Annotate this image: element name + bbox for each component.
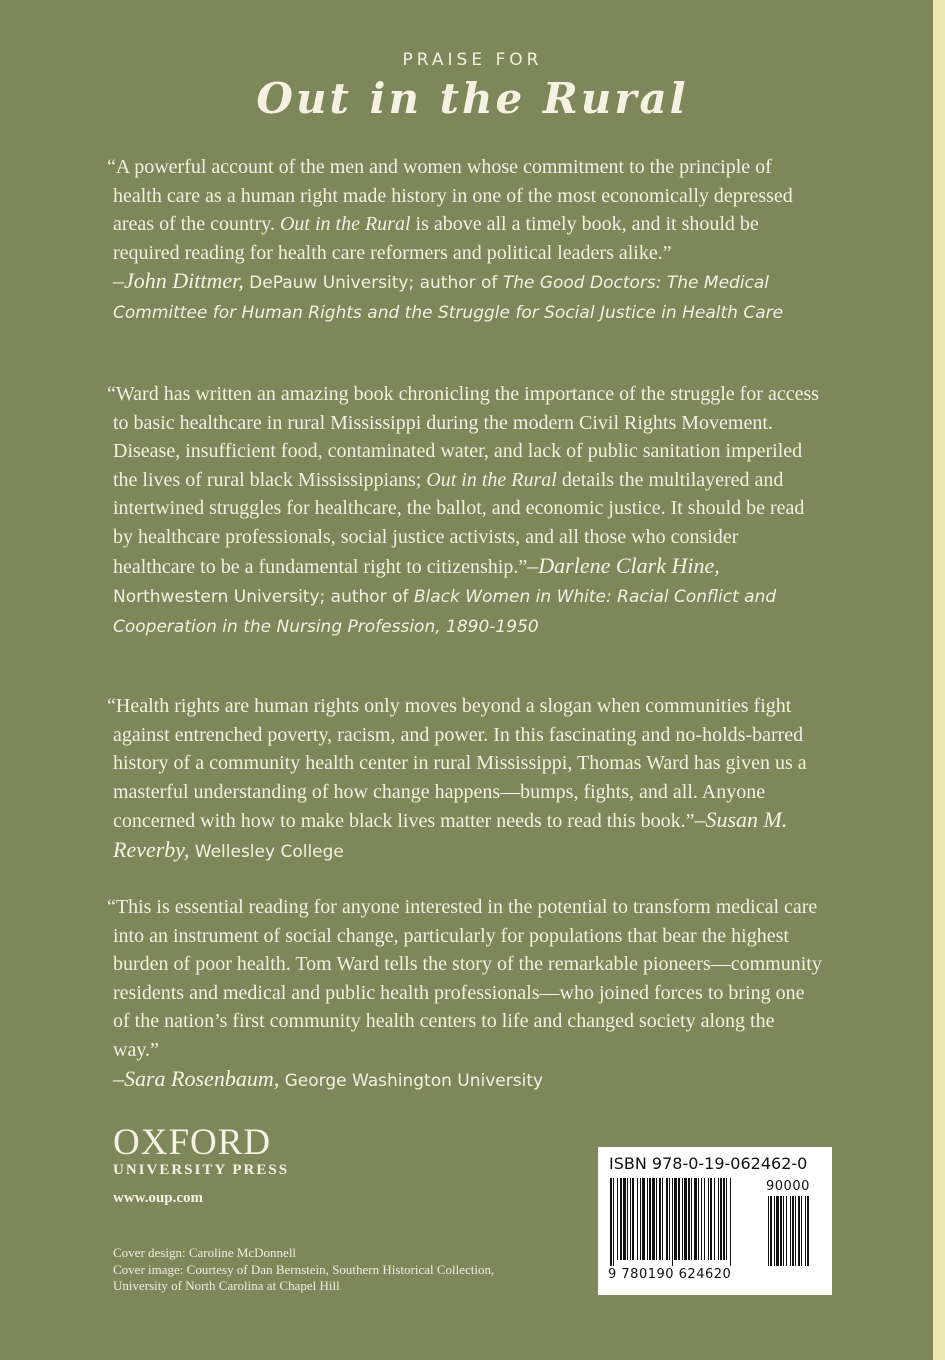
barcode-bar xyxy=(718,1178,719,1260)
blurb-dittmer xyxy=(107,153,823,328)
barcode-addon-bar xyxy=(768,1196,769,1266)
barcode-bar xyxy=(613,1178,614,1266)
barcode-bar xyxy=(720,1178,722,1260)
barcode-addon-bar xyxy=(776,1196,779,1266)
barcode-addon-bar xyxy=(770,1196,772,1266)
blurb-affiliation: Northwestern University; author of xyxy=(113,587,414,608)
barcode-bar xyxy=(649,1178,651,1260)
barcode-addon-bar xyxy=(805,1196,806,1266)
spine-strip xyxy=(933,0,945,1360)
book-title: Out in the Rural xyxy=(256,74,689,123)
blurb-text: details the multilayered and intertwined struggles for healthcare, the ballot, and economic justice. It should be read by healthcare professionals, social justice activists, and all those who consider healthcare to be a fundamental right to citizenship.” xyxy=(113,468,805,578)
barcode-bar xyxy=(630,1178,631,1260)
blurb-book-title: Out in the Rural xyxy=(426,468,557,491)
barcode-bar xyxy=(708,1178,709,1260)
barcode-addon-bar xyxy=(801,1196,802,1266)
barcode-bar xyxy=(691,1178,692,1260)
barcode-bar xyxy=(637,1178,638,1260)
isbn-label: ISBN 978-0-19-062462-0 xyxy=(609,1154,808,1173)
barcode-bar xyxy=(640,1178,641,1260)
publisher-name: OXFORD xyxy=(113,1122,272,1163)
barcode-addon-bar xyxy=(795,1196,796,1266)
blurb-text: “A powerful account of the men and women whose commitment to the principle of health care as a human right made history in one of the most economically depressed areas of the country. xyxy=(107,156,793,236)
barcode-addon-bar xyxy=(807,1196,809,1266)
credit-design: Cover design: Caroline McDonnell xyxy=(113,1245,297,1260)
barcode-bar xyxy=(620,1178,622,1260)
blurb-affiliation: Wellesley College xyxy=(189,841,344,862)
blurb-hine xyxy=(107,380,823,641)
barcode-bar xyxy=(632,1178,634,1260)
header xyxy=(0,50,945,123)
blurb-book-title: Out in the Rural xyxy=(279,213,411,236)
barcode-bar xyxy=(698,1178,699,1260)
praise-for-label: PRAISE FOR xyxy=(402,50,543,70)
barcode-addon-digits: 90000 xyxy=(766,1179,810,1194)
blurb-dash: – xyxy=(694,807,706,833)
blurb-author: John Dittmer, xyxy=(124,268,244,294)
blurb-text: “This is essential reading for anyone interested in the potential to transform medical care into an instrument of social change, particularly for populations that bear the highest burden of poor health. Tom Ward tells the story of the remarkable pioneers—community residents and medical and public health professionals—who joined forces to bring one of the nation’s first community health centers to life and changed society along the way.” xyxy=(107,896,822,1061)
blurb-text: “Ward has written an amazing book chronicling the importance of the struggle for access to basic healthcare in rural Mississippi during the modern Civil Rights Movement. Disease, insufficient food, contaminated water, and lack of public sanitation imperiled the lives of rural black Mississippians; xyxy=(107,383,820,491)
blurb-dash: – xyxy=(113,1065,124,1091)
barcode-digits: 9 780190 624620 xyxy=(608,1267,732,1282)
blurb-dash: – xyxy=(113,268,124,294)
barcode-bar xyxy=(623,1178,626,1260)
barcode-bar xyxy=(704,1178,705,1260)
barcode-bar xyxy=(652,1178,655,1260)
cover-credits xyxy=(113,1245,494,1295)
blurb-author: Darlene Clark Hine, xyxy=(538,552,720,578)
barcode-bar xyxy=(726,1178,727,1260)
blurb-reverby xyxy=(107,692,823,867)
isbn-barcode-box xyxy=(598,1147,832,1295)
barcode-bar xyxy=(672,1178,673,1266)
barcode-bar xyxy=(701,1178,702,1260)
barcode-bar xyxy=(684,1178,687,1260)
barcode-bar xyxy=(647,1178,648,1260)
barcode-bar xyxy=(627,1178,628,1260)
barcode-addon-bar xyxy=(783,1196,784,1266)
blurb-dash: – xyxy=(527,552,539,578)
barcode-bar xyxy=(714,1178,715,1260)
barcode-addon-bar xyxy=(786,1196,787,1266)
credit-image-cont: University of North Carolina at Chapel Hill xyxy=(113,1278,340,1293)
blurb-affiliation: DePauw University; author of xyxy=(243,273,503,294)
barcode-addon-bar xyxy=(774,1196,775,1266)
blurb-text: “Health rights are human rights only moves beyond a slogan when communities fight against entrenched poverty, racism, and power. In this fascinating and no-holds-barred history of a community health center in rural Mississippi, Thomas Ward has given us a masterful understanding of how change happens—bumps, fights, and all. Anyone concerned with how to make black lives matter needs to read this book.” xyxy=(107,695,807,833)
credit-image: Cover image: Courtesy of Dan Bernstein, Southern Historical Collection, xyxy=(113,1261,495,1277)
barcode-bar xyxy=(678,1178,680,1260)
publisher-url: www.oup.com xyxy=(113,1190,204,1206)
barcode-bar xyxy=(610,1178,612,1266)
blurb-author: Susan M. Reverby, xyxy=(113,807,788,862)
barcode-bar xyxy=(662,1178,663,1260)
blurb-author: Sara Rosenbaum, xyxy=(124,1065,280,1091)
barcode-bar xyxy=(730,1178,731,1266)
blurb-author-book: The Good Doctors: The Medical Committee for Human Rights and the Struggle for Social Justice in Health Care xyxy=(113,273,784,323)
barcode-bar xyxy=(666,1178,668,1260)
barcode-bar xyxy=(710,1178,712,1260)
publisher-press: UNIVERSITY PRESS xyxy=(113,1162,290,1178)
barcode-addon-bar xyxy=(792,1196,794,1266)
barcode-bar xyxy=(642,1178,645,1260)
blurb-author-book: Black Women in White: Racial Conflict and Cooperation in the Nursing Profession, 1890-1950 xyxy=(113,587,777,637)
barcode-addon-bar xyxy=(790,1196,791,1266)
publisher-logo xyxy=(113,1122,290,1179)
barcode-bar xyxy=(694,1178,697,1260)
barcode-bar xyxy=(659,1178,661,1260)
barcode-bar xyxy=(723,1178,725,1260)
barcode-bar xyxy=(682,1178,683,1260)
blurb-affiliation: George Washington University xyxy=(279,1070,544,1091)
barcode-bar xyxy=(688,1178,690,1260)
blurb-text: is above all a timely book, and it should be required reading for health care reformers and political leaders alike.” xyxy=(113,213,759,264)
barcode-bar xyxy=(656,1178,657,1260)
blurb-rosenbaum xyxy=(107,893,823,1095)
barcode-addon-bar xyxy=(798,1196,800,1266)
barcode-addon-bar xyxy=(780,1196,782,1266)
barcode-bar xyxy=(617,1178,618,1260)
barcode-bar xyxy=(669,1178,670,1260)
barcode-bar xyxy=(674,1178,677,1260)
